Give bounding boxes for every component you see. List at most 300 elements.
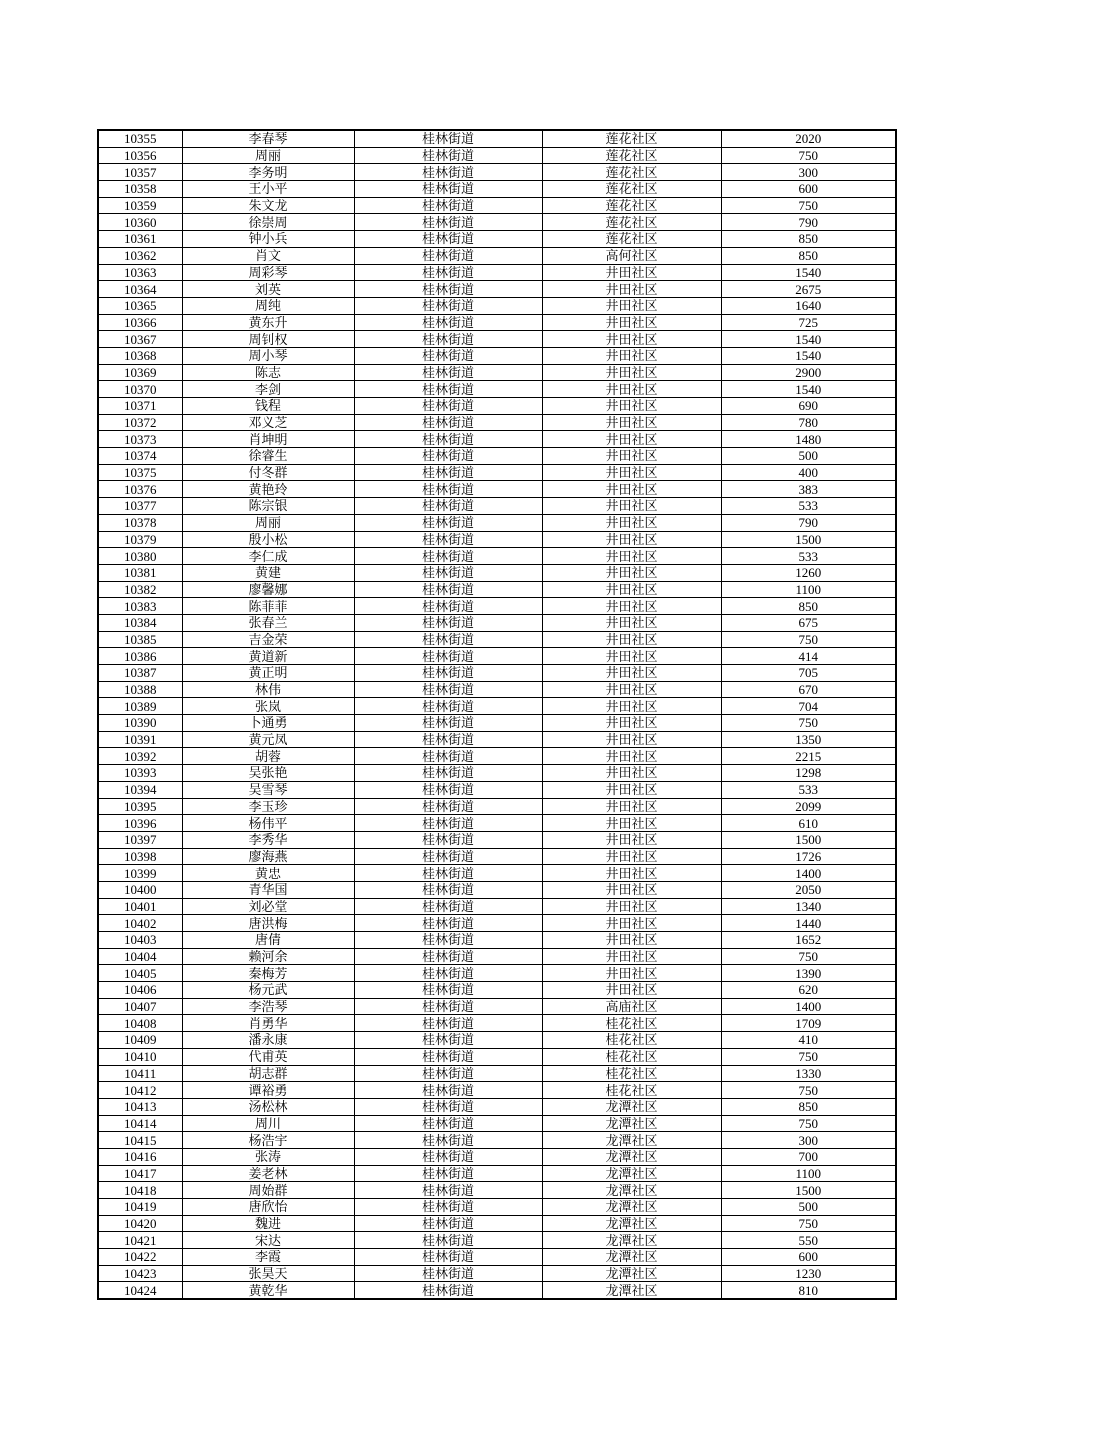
- cell-name: 李霞: [182, 1249, 354, 1266]
- cell-id: 10363: [98, 264, 182, 281]
- cell-id: 10364: [98, 281, 182, 298]
- cell-id: 10365: [98, 297, 182, 314]
- cell-street: 桂林街道: [354, 881, 542, 898]
- cell-street: 桂林街道: [354, 548, 542, 565]
- cell-name: 钟小兵: [182, 231, 354, 248]
- cell-id: 10376: [98, 481, 182, 498]
- table-row: [98, 231, 896, 248]
- table-row: [98, 1082, 896, 1099]
- cell-id: 10391: [98, 731, 182, 748]
- cell-community: 莲花社区: [542, 147, 721, 164]
- cell-amount: 850: [721, 231, 896, 248]
- table-row: [98, 130, 896, 147]
- cell-community: 莲花社区: [542, 197, 721, 214]
- cell-name: 周始群: [182, 1182, 354, 1199]
- cell-name: 魏进: [182, 1215, 354, 1232]
- table-row: [98, 498, 896, 515]
- cell-community: 井田社区: [542, 548, 721, 565]
- cell-amount: 750: [721, 1115, 896, 1132]
- cell-street: 桂林街道: [354, 798, 542, 815]
- cell-name: 代甫英: [182, 1048, 354, 1065]
- cell-amount: 750: [721, 631, 896, 648]
- cell-community: 井田社区: [542, 431, 721, 448]
- cell-id: 10385: [98, 631, 182, 648]
- cell-id: 10374: [98, 448, 182, 465]
- cell-id: 10396: [98, 815, 182, 832]
- cell-community: 桂花社区: [542, 1032, 721, 1049]
- cell-name: 潘永康: [182, 1032, 354, 1049]
- cell-community: 井田社区: [542, 865, 721, 882]
- cell-id: 10387: [98, 665, 182, 682]
- cell-community: 井田社区: [542, 398, 721, 415]
- cell-community: 井田社区: [542, 898, 721, 915]
- table-row: [98, 831, 896, 848]
- cell-community: 井田社区: [542, 598, 721, 615]
- cell-street: 桂林街道: [354, 197, 542, 214]
- cell-amount: 810: [721, 1282, 896, 1299]
- cell-id: 10361: [98, 231, 182, 248]
- cell-id: 10383: [98, 598, 182, 615]
- cell-street: 桂林街道: [354, 398, 542, 415]
- cell-street: 桂林街道: [354, 314, 542, 331]
- cell-community: 井田社区: [542, 915, 721, 932]
- cell-street: 桂林街道: [354, 848, 542, 865]
- cell-community: 井田社区: [542, 665, 721, 682]
- cell-community: 井田社区: [542, 631, 721, 648]
- cell-community: 桂花社区: [542, 1015, 721, 1032]
- cell-amount: 300: [721, 1132, 896, 1149]
- cell-id: 10390: [98, 715, 182, 732]
- cell-amount: 1726: [721, 848, 896, 865]
- cell-name: 徐崇周: [182, 214, 354, 231]
- table-row: [98, 731, 896, 748]
- table-row: [98, 531, 896, 548]
- cell-id: 10403: [98, 932, 182, 949]
- cell-amount: 705: [721, 665, 896, 682]
- cell-id: 10377: [98, 498, 182, 515]
- table-row: [98, 1199, 896, 1216]
- cell-street: 桂林街道: [354, 932, 542, 949]
- cell-amount: 1340: [721, 898, 896, 915]
- cell-amount: 1500: [721, 531, 896, 548]
- cell-community: 井田社区: [542, 848, 721, 865]
- cell-amount: 1330: [721, 1065, 896, 1082]
- cell-amount: 1390: [721, 965, 896, 982]
- cell-community: 井田社区: [542, 715, 721, 732]
- table-row: [98, 932, 896, 949]
- cell-amount: 500: [721, 448, 896, 465]
- table-row: [98, 347, 896, 364]
- cell-street: 桂林街道: [354, 614, 542, 631]
- cell-community: 井田社区: [542, 381, 721, 398]
- cell-street: 桂林街道: [354, 498, 542, 515]
- cell-name: 陈宗银: [182, 498, 354, 515]
- cell-street: 桂林街道: [354, 531, 542, 548]
- cell-id: 10379: [98, 531, 182, 548]
- cell-amount: 414: [721, 648, 896, 665]
- cell-name: 刘必堂: [182, 898, 354, 915]
- cell-community: 井田社区: [542, 982, 721, 999]
- cell-name: 唐洪梅: [182, 915, 354, 932]
- table-row: [98, 798, 896, 815]
- cell-street: 桂林街道: [354, 448, 542, 465]
- cell-street: 桂林街道: [354, 347, 542, 364]
- cell-street: 桂林街道: [354, 631, 542, 648]
- cell-id: 10411: [98, 1065, 182, 1082]
- cell-amount: 1100: [721, 581, 896, 598]
- table-row: [98, 881, 896, 898]
- cell-id: 10382: [98, 581, 182, 598]
- cell-community: 井田社区: [542, 531, 721, 548]
- cell-community: 井田社区: [542, 498, 721, 515]
- cell-community: 井田社区: [542, 581, 721, 598]
- cell-name: 宋达: [182, 1232, 354, 1249]
- cell-street: 桂林街道: [354, 381, 542, 398]
- cell-street: 桂林街道: [354, 130, 542, 147]
- cell-name: 黄正明: [182, 665, 354, 682]
- table-row: [98, 998, 896, 1015]
- cell-amount: 750: [721, 715, 896, 732]
- table-row: [98, 648, 896, 665]
- cell-street: 桂林街道: [354, 1048, 542, 1065]
- cell-amount: 533: [721, 548, 896, 565]
- cell-street: 桂林街道: [354, 665, 542, 682]
- cell-id: 10388: [98, 681, 182, 698]
- cell-amount: 500: [721, 1199, 896, 1216]
- cell-street: 桂林街道: [354, 1065, 542, 1082]
- table-row: [98, 915, 896, 932]
- cell-amount: 550: [721, 1232, 896, 1249]
- cell-amount: 1230: [721, 1265, 896, 1282]
- cell-id: 10392: [98, 748, 182, 765]
- cell-name: 周丽: [182, 514, 354, 531]
- cell-id: 10398: [98, 848, 182, 865]
- cell-id: 10419: [98, 1199, 182, 1216]
- cell-amount: 1298: [721, 765, 896, 782]
- cell-community: 井田社区: [542, 881, 721, 898]
- cell-community: 龙潭社区: [542, 1115, 721, 1132]
- cell-id: 10410: [98, 1048, 182, 1065]
- cell-amount: 410: [721, 1032, 896, 1049]
- table-row: [98, 1015, 896, 1032]
- cell-amount: 750: [721, 1048, 896, 1065]
- cell-id: 10378: [98, 514, 182, 531]
- cell-name: 周纯: [182, 297, 354, 314]
- cell-street: 桂林街道: [354, 1182, 542, 1199]
- cell-name: 钱程: [182, 398, 354, 415]
- cell-street: 桂林街道: [354, 598, 542, 615]
- cell-name: 吴张艳: [182, 765, 354, 782]
- cell-id: 10404: [98, 948, 182, 965]
- cell-amount: 533: [721, 781, 896, 798]
- table-row: [98, 1065, 896, 1082]
- cell-street: 桂林街道: [354, 581, 542, 598]
- cell-street: 桂林街道: [354, 731, 542, 748]
- cell-street: 桂林街道: [354, 281, 542, 298]
- cell-name: 姜老林: [182, 1165, 354, 1182]
- cell-community: 井田社区: [542, 748, 721, 765]
- cell-name: 李玉珍: [182, 798, 354, 815]
- cell-community: 龙潭社区: [542, 1182, 721, 1199]
- cell-name: 唐欣怡: [182, 1199, 354, 1216]
- cell-community: 井田社区: [542, 364, 721, 381]
- cell-id: 10422: [98, 1249, 182, 1266]
- table-row: [98, 481, 896, 498]
- cell-community: 桂花社区: [542, 1065, 721, 1082]
- cell-id: 10357: [98, 164, 182, 181]
- cell-community: 井田社区: [542, 347, 721, 364]
- cell-community: 龙潭社区: [542, 1265, 721, 1282]
- cell-name: 刘英: [182, 281, 354, 298]
- cell-id: 10393: [98, 765, 182, 782]
- cell-street: 桂林街道: [354, 815, 542, 832]
- cell-id: 10371: [98, 398, 182, 415]
- cell-street: 桂林街道: [354, 1148, 542, 1165]
- cell-amount: 2020: [721, 130, 896, 147]
- cell-name: 付冬群: [182, 464, 354, 481]
- cell-name: 周钊权: [182, 331, 354, 348]
- cell-street: 桂林街道: [354, 1232, 542, 1249]
- cell-street: 桂林街道: [354, 181, 542, 198]
- cell-id: 10367: [98, 331, 182, 348]
- cell-id: 10366: [98, 314, 182, 331]
- cell-street: 桂林街道: [354, 998, 542, 1015]
- cell-amount: 725: [721, 314, 896, 331]
- cell-community: 井田社区: [542, 264, 721, 281]
- cell-name: 朱文龙: [182, 197, 354, 214]
- cell-street: 桂林街道: [354, 765, 542, 782]
- cell-name: 周丽: [182, 147, 354, 164]
- table-row: [98, 514, 896, 531]
- cell-amount: 600: [721, 1249, 896, 1266]
- cell-id: 10358: [98, 181, 182, 198]
- cell-name: 杨元武: [182, 982, 354, 999]
- cell-street: 桂林街道: [354, 364, 542, 381]
- cell-amount: 2215: [721, 748, 896, 765]
- table-body: [98, 130, 896, 1299]
- cell-community: 莲花社区: [542, 181, 721, 198]
- cell-amount: 2900: [721, 364, 896, 381]
- cell-name: 李仁成: [182, 548, 354, 565]
- cell-name: 陈志: [182, 364, 354, 381]
- cell-name: 黄乾华: [182, 1282, 354, 1299]
- table-row: [98, 364, 896, 381]
- cell-id: 10370: [98, 381, 182, 398]
- table-row: [98, 765, 896, 782]
- cell-community: 井田社区: [542, 481, 721, 498]
- cell-street: 桂林街道: [354, 1199, 542, 1216]
- cell-community: 高庙社区: [542, 998, 721, 1015]
- cell-amount: 850: [721, 598, 896, 615]
- cell-id: 10417: [98, 1165, 182, 1182]
- cell-name: 卜通勇: [182, 715, 354, 732]
- cell-street: 桂林街道: [354, 247, 542, 264]
- table-row: [98, 1282, 896, 1299]
- cell-community: 龙潭社区: [542, 1215, 721, 1232]
- cell-community: 井田社区: [542, 965, 721, 982]
- table-row: [98, 748, 896, 765]
- cell-amount: 610: [721, 815, 896, 832]
- cell-amount: 750: [721, 147, 896, 164]
- table-row: [98, 631, 896, 648]
- cell-community: 井田社区: [542, 514, 721, 531]
- cell-name: 李秀华: [182, 831, 354, 848]
- cell-id: 10386: [98, 648, 182, 665]
- cell-community: 井田社区: [542, 731, 721, 748]
- cell-street: 桂林街道: [354, 982, 542, 999]
- cell-amount: 533: [721, 498, 896, 515]
- table-row: [98, 414, 896, 431]
- cell-amount: 700: [721, 1148, 896, 1165]
- cell-street: 桂林街道: [354, 1115, 542, 1132]
- table-row: [98, 614, 896, 631]
- cell-street: 桂林街道: [354, 464, 542, 481]
- cell-id: 10399: [98, 865, 182, 882]
- table-row: [98, 548, 896, 565]
- table-row: [98, 1115, 896, 1132]
- cell-community: 井田社区: [542, 414, 721, 431]
- cell-id: 10360: [98, 214, 182, 231]
- cell-street: 桂林街道: [354, 297, 542, 314]
- table-row: [98, 464, 896, 481]
- cell-id: 10420: [98, 1215, 182, 1232]
- table-row: [98, 898, 896, 915]
- cell-amount: 300: [721, 164, 896, 181]
- table-row: [98, 281, 896, 298]
- cell-amount: 2050: [721, 881, 896, 898]
- cell-amount: 383: [721, 481, 896, 498]
- cell-name: 张涛: [182, 1148, 354, 1165]
- cell-name: 张春兰: [182, 614, 354, 631]
- cell-id: 10416: [98, 1148, 182, 1165]
- cell-id: 10373: [98, 431, 182, 448]
- cell-id: 10389: [98, 698, 182, 715]
- table-row: [98, 1215, 896, 1232]
- cell-community: 高何社区: [542, 247, 721, 264]
- cell-community: 莲花社区: [542, 231, 721, 248]
- cell-amount: 1652: [721, 932, 896, 949]
- cell-name: 杨伟平: [182, 815, 354, 832]
- table-row: [98, 1098, 896, 1115]
- cell-community: 莲花社区: [542, 164, 721, 181]
- cell-name: 邓义芝: [182, 414, 354, 431]
- cell-name: 谭裕勇: [182, 1082, 354, 1099]
- table-row: [98, 1182, 896, 1199]
- cell-community: 龙潭社区: [542, 1249, 721, 1266]
- cell-street: 桂林街道: [354, 831, 542, 848]
- cell-id: 10412: [98, 1082, 182, 1099]
- cell-amount: 1500: [721, 831, 896, 848]
- cell-name: 徐睿生: [182, 448, 354, 465]
- table-row: [98, 331, 896, 348]
- cell-id: 10372: [98, 414, 182, 431]
- cell-id: 10401: [98, 898, 182, 915]
- cell-name: 殷小松: [182, 531, 354, 548]
- cell-id: 10402: [98, 915, 182, 932]
- cell-id: 10418: [98, 1182, 182, 1199]
- cell-id: 10359: [98, 197, 182, 214]
- cell-id: 10368: [98, 347, 182, 364]
- cell-amount: 1260: [721, 564, 896, 581]
- cell-community: 井田社区: [542, 614, 721, 631]
- cell-amount: 2675: [721, 281, 896, 298]
- cell-amount: 1540: [721, 347, 896, 364]
- cell-name: 吴雪琴: [182, 781, 354, 798]
- cell-community: 井田社区: [542, 932, 721, 949]
- cell-name: 林伟: [182, 681, 354, 698]
- cell-street: 桂林街道: [354, 1215, 542, 1232]
- cell-id: 10423: [98, 1265, 182, 1282]
- cell-community: 井田社区: [542, 798, 721, 815]
- cell-name: 杨浩宇: [182, 1132, 354, 1149]
- cell-id: 10384: [98, 614, 182, 631]
- table-row: [98, 1148, 896, 1165]
- cell-amount: 1400: [721, 998, 896, 1015]
- cell-name: 周小琴: [182, 347, 354, 364]
- cell-name: 李剑: [182, 381, 354, 398]
- cell-name: 王小平: [182, 181, 354, 198]
- cell-id: 10395: [98, 798, 182, 815]
- cell-name: 肖坤明: [182, 431, 354, 448]
- cell-name: 胡蓉: [182, 748, 354, 765]
- cell-street: 桂林街道: [354, 164, 542, 181]
- cell-id: 10375: [98, 464, 182, 481]
- cell-street: 桂林街道: [354, 715, 542, 732]
- cell-name: 黄艳玲: [182, 481, 354, 498]
- cell-community: 井田社区: [542, 331, 721, 348]
- cell-amount: 750: [721, 197, 896, 214]
- cell-street: 桂林街道: [354, 481, 542, 498]
- cell-id: 10408: [98, 1015, 182, 1032]
- cell-street: 桂林街道: [354, 1132, 542, 1149]
- table-row: [98, 1232, 896, 1249]
- table-row: [98, 1132, 896, 1149]
- cell-name: 陈菲菲: [182, 598, 354, 615]
- cell-amount: 1540: [721, 331, 896, 348]
- cell-amount: 1709: [721, 1015, 896, 1032]
- cell-street: 桂林街道: [354, 147, 542, 164]
- cell-street: 桂林街道: [354, 748, 542, 765]
- cell-street: 桂林街道: [354, 264, 542, 281]
- cell-name: 黄道新: [182, 648, 354, 665]
- cell-street: 桂林街道: [354, 1265, 542, 1282]
- cell-street: 桂林街道: [354, 564, 542, 581]
- table-row: [98, 581, 896, 598]
- cell-name: 黄忠: [182, 865, 354, 882]
- table-row: [98, 381, 896, 398]
- cell-name: 肖文: [182, 247, 354, 264]
- cell-id: 10409: [98, 1032, 182, 1049]
- cell-amount: 2099: [721, 798, 896, 815]
- cell-id: 10356: [98, 147, 182, 164]
- table-row: [98, 865, 896, 882]
- cell-name: 黄建: [182, 564, 354, 581]
- cell-community: 龙潭社区: [542, 1282, 721, 1299]
- cell-name: 秦梅芳: [182, 965, 354, 982]
- cell-street: 桂林街道: [354, 698, 542, 715]
- cell-community: 龙潭社区: [542, 1165, 721, 1182]
- table-row: [98, 314, 896, 331]
- cell-amount: 1540: [721, 264, 896, 281]
- cell-street: 桂林街道: [354, 1098, 542, 1115]
- cell-community: 井田社区: [542, 448, 721, 465]
- cell-community: 龙潭社区: [542, 1232, 721, 1249]
- cell-street: 桂林街道: [354, 1282, 542, 1299]
- cell-amount: 1500: [721, 1182, 896, 1199]
- table-row: [98, 181, 896, 198]
- cell-name: 李春琴: [182, 130, 354, 147]
- cell-street: 桂林街道: [354, 865, 542, 882]
